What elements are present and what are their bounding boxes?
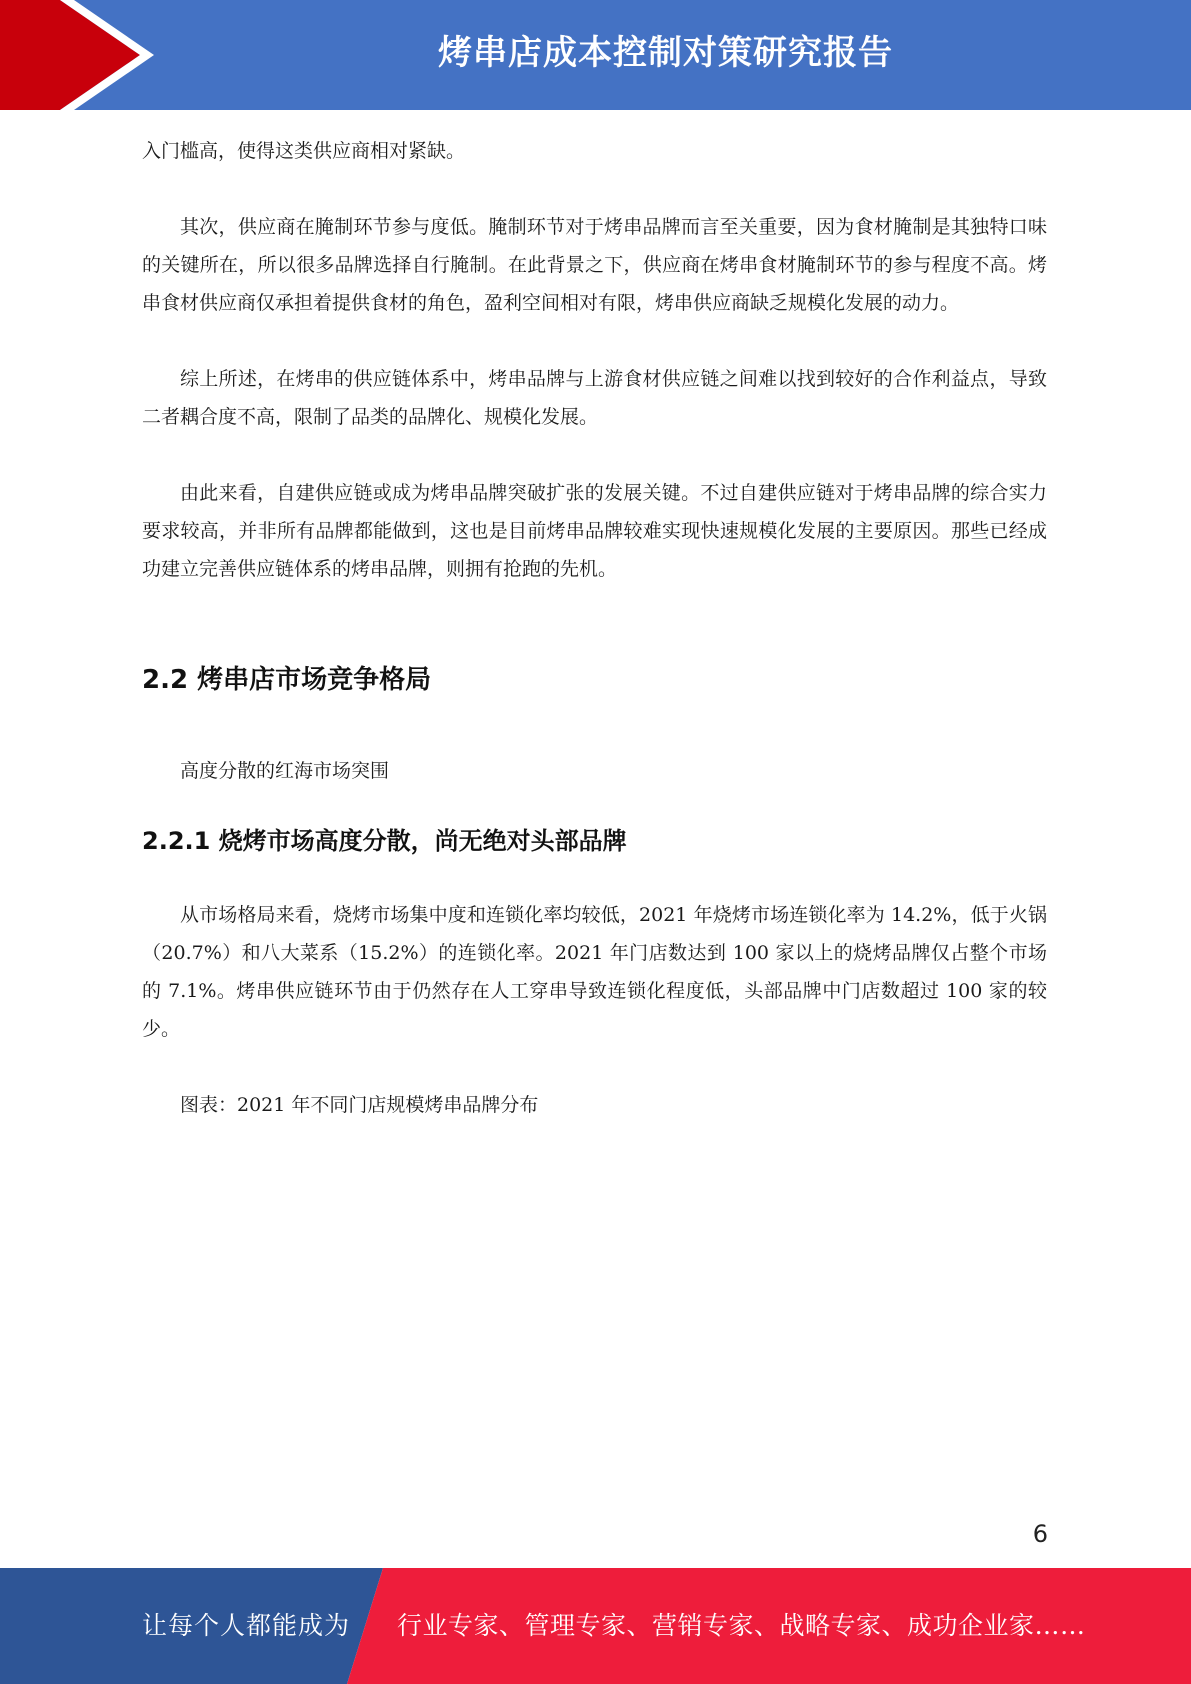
page-header: [0, 0, 1191, 110]
paragraph-market-structure: 从市场格局来看，烧烤市场集中度和连锁化率均较低，2021 年烧烤市场连锁化率为 14.2%，低于火锅（20.7%）和八大菜系（15.2%）的连锁化率。2021 年门店数达到 100 家以上的烧烤品牌仅占整个市场的 7.1%。烤串供应链环节由于仍然存在人工穿串导致连锁化程度低，头部品牌中门店数超过 100 家的较少。: [142, 904, 1047, 1040]
paragraph-self-built-supply-chain: 由此来看，自建供应链或成为烤串品牌突破扩张的发展关键。不过自建供应链对于烤串品牌的综合实力要求较高，并非所有品牌都能做到，这也是目前烤串品牌较难实现快速规模化发展的主要原因。那些已经成功建立完善供应链体系的烤串品牌，则拥有抢跑的先机。: [142, 482, 1047, 580]
paragraph-red-ocean: 高度分散的红海市场突围: [180, 760, 390, 782]
document-body: [142, 132, 1047, 1124]
footer-slogan-left: 让每个人都能成为: [142, 1611, 351, 1640]
figure-caption: 图表：2021 年不同门店规模烤串品牌分布: [180, 1094, 539, 1116]
paragraph-supplier-marinating: 其次，供应商在腌制环节参与度低。腌制环节对于烤串品牌而言至关重要，因为食材腌制是其独特口味的关键所在，所以很多品牌选择自行腌制。在此背景之下，供应商在烤串食材腌制环节的参与程度不高。烤串食材供应商仅承担着提供食材的角色，盈利空间相对有限，烤串供应商缺乏规模化发展的动力。: [142, 216, 1047, 314]
page-footer: [0, 1568, 1191, 1684]
paragraph-continued: 入门槛高，使得这类供应商相对紧缺。: [142, 140, 466, 162]
paragraph-summary: 综上所述，在烤串的供应链体系中，烤串品牌与上游食材供应链之间难以找到较好的合作利益点，导致二者耦合度不高，限制了品类的品牌化、规模化发展。: [142, 368, 1047, 428]
page-number: 6: [1032, 1520, 1048, 1548]
section-heading-2-2: 2.2 烤串店市场竞争格局: [142, 665, 432, 695]
header-chevron-decoration: [0, 0, 160, 110]
report-title: 烤串店成本控制对策研究报告: [438, 33, 893, 73]
footer-slogan-right: 行业专家、管理专家、营销专家、战略专家、成功企业家……: [397, 1611, 1086, 1640]
section-heading-2-2-1: 2.2.1 烧烤市场高度分散，尚无绝对头部品牌: [142, 827, 627, 855]
